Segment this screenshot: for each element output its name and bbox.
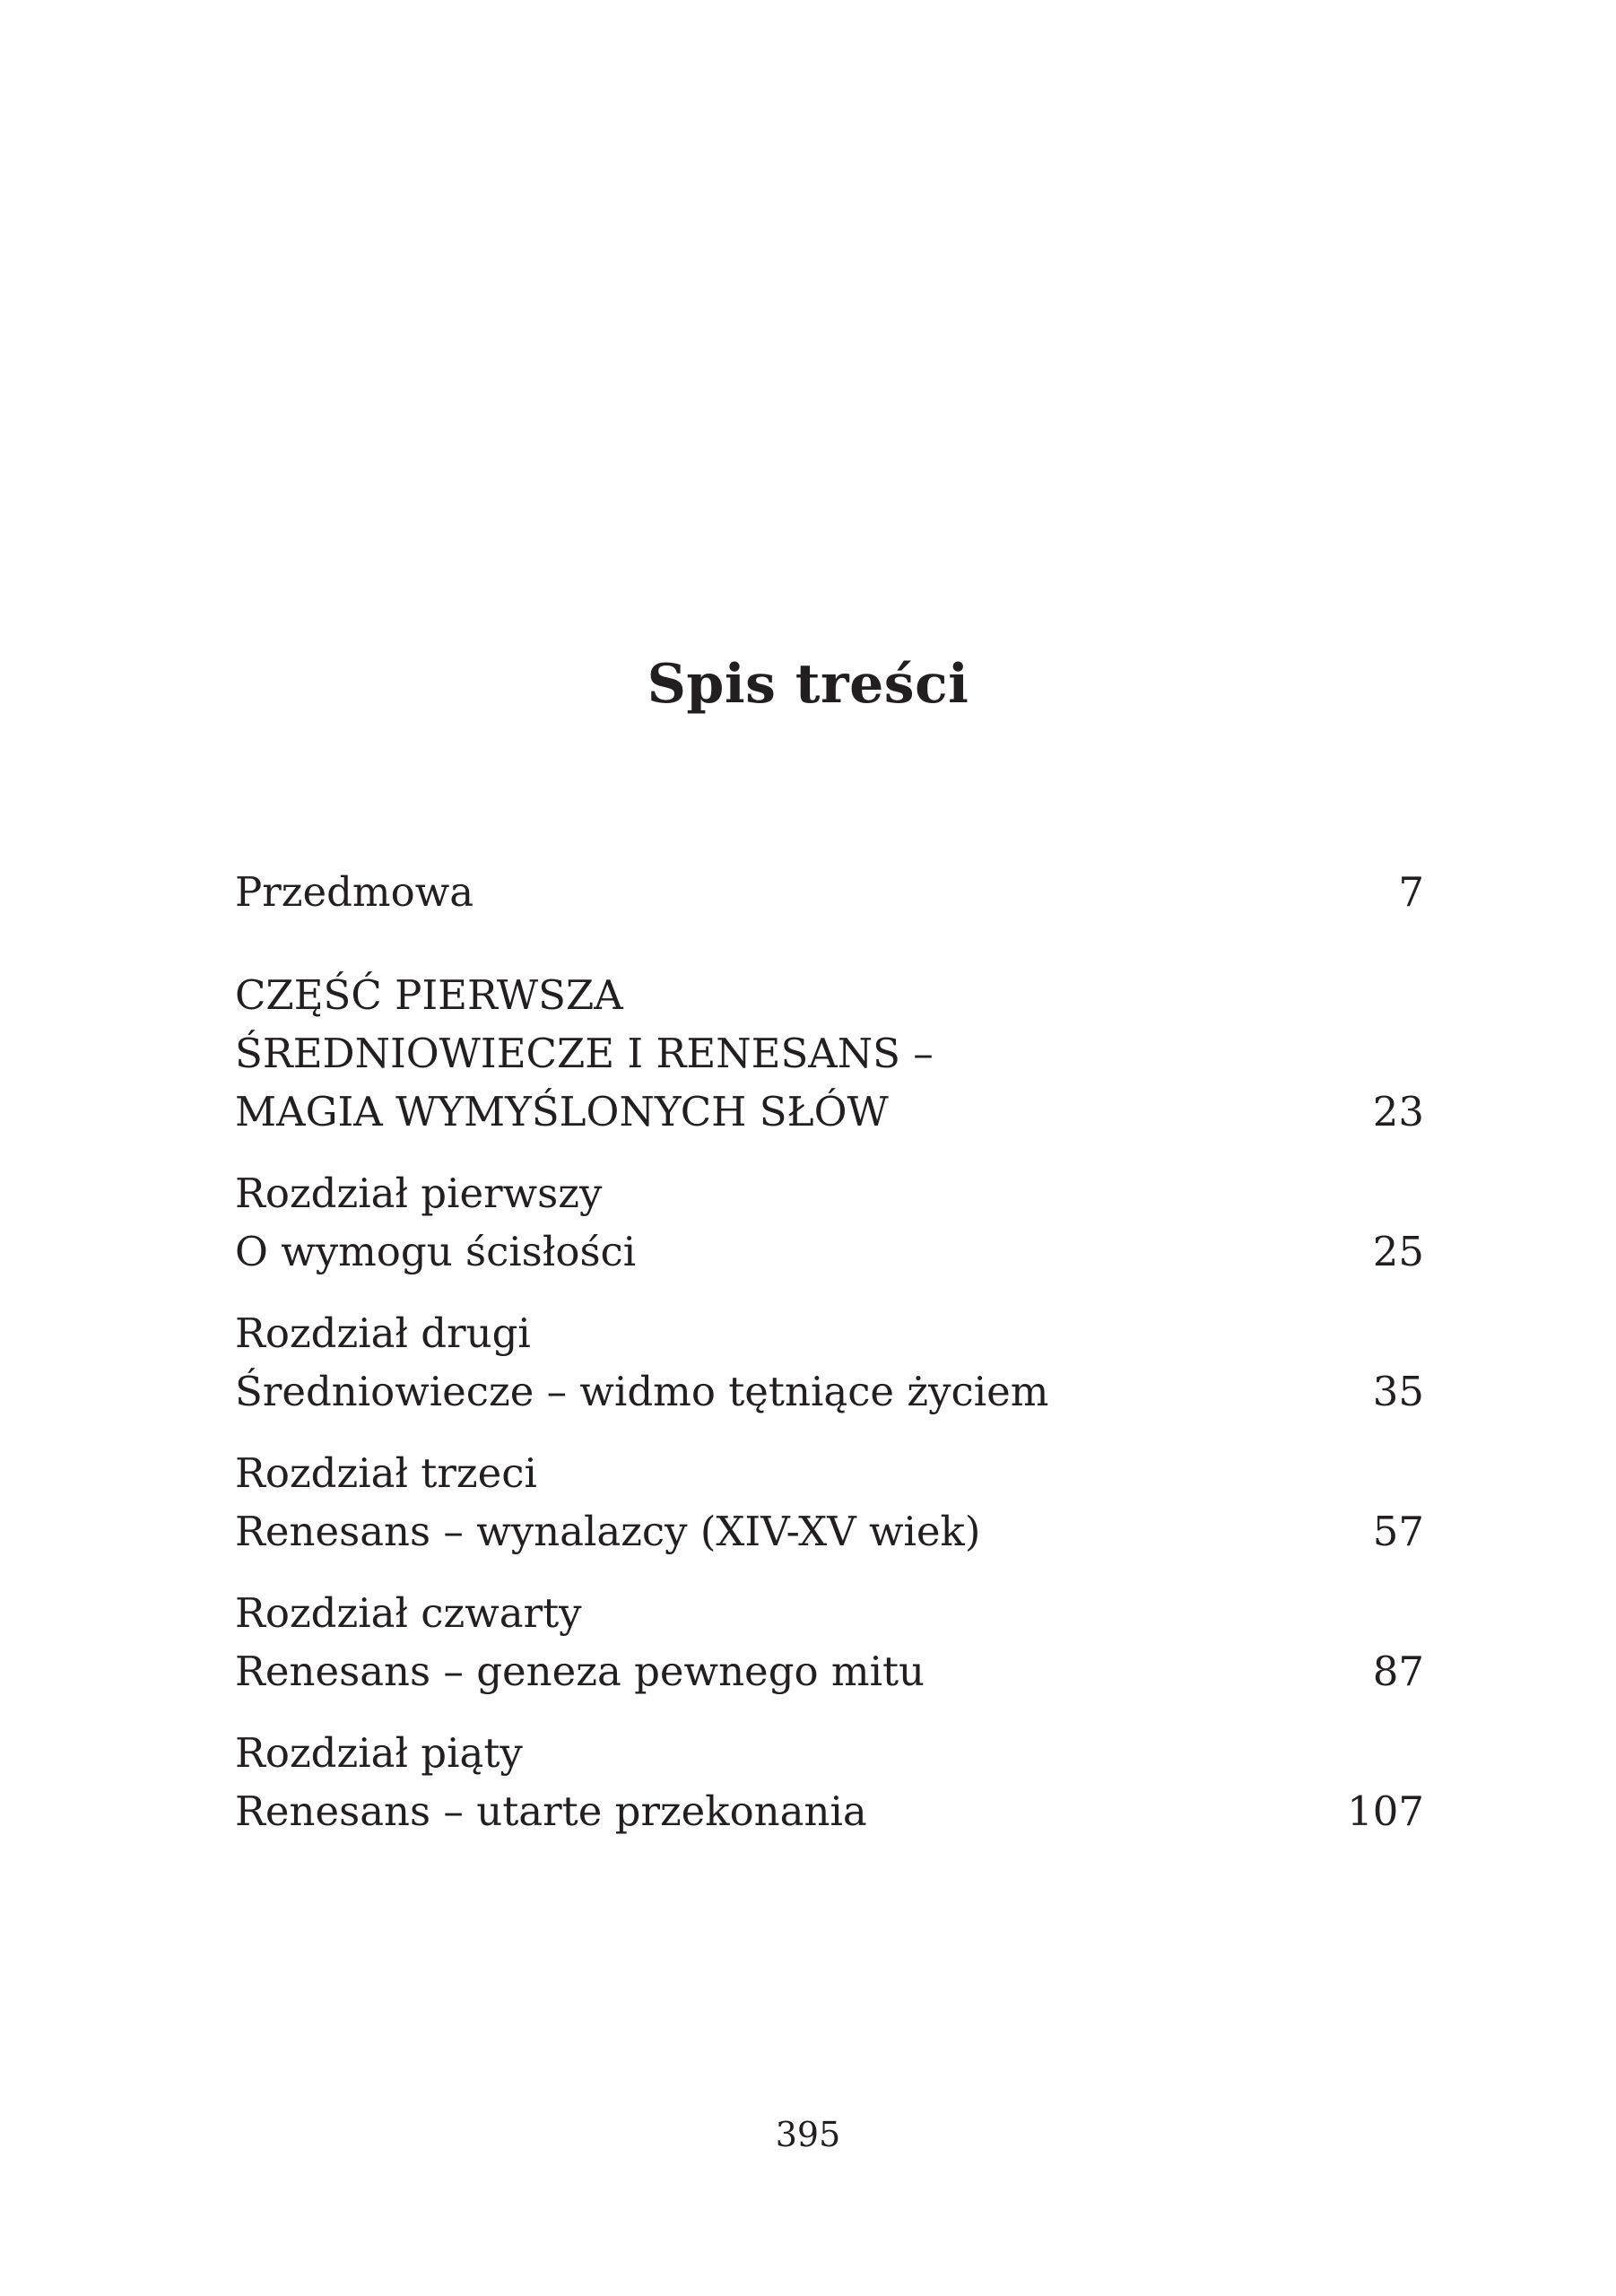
toc-page-number: 7 <box>1398 868 1424 916</box>
toc-entry-chapter-1 <box>235 1164 1424 1281</box>
toc-page-number: 87 <box>1372 1648 1424 1695</box>
toc-entry-chapter-3 <box>235 1444 1424 1561</box>
page-title: Spis treści <box>647 653 969 717</box>
toc-entry-text <box>235 1164 636 1281</box>
toc-entry-text <box>235 1444 980 1561</box>
toc-chapter-label: Rozdział trzeci <box>235 1449 537 1497</box>
toc-chapter-label: Rozdział piąty <box>235 1729 523 1777</box>
toc-chapter-title: Renesans – wynalazcy (XIV-XV wiek) <box>235 1508 981 1555</box>
toc-part-title: ŚREDNIOWIECZE I RENESANS – <box>235 1030 934 1077</box>
toc-page-number: 23 <box>1372 1088 1424 1135</box>
toc-chapter-label: Rozdział czwarty <box>235 1589 582 1637</box>
toc-page-number: 25 <box>1372 1228 1424 1275</box>
toc-page-number: 57 <box>1372 1508 1424 1555</box>
toc-entry-text <box>235 1304 1048 1421</box>
toc-entry-chapter-4 <box>235 1584 1424 1700</box>
toc-entry-text <box>235 863 474 921</box>
toc-chapter-label: Rozdział drugi <box>235 1309 531 1357</box>
toc-chapter-title: Renesans – utarte przekonania <box>235 1787 867 1835</box>
table-of-contents <box>235 863 1424 1840</box>
toc-entry-part-one <box>235 966 1424 1141</box>
toc-entry-chapter-2 <box>235 1304 1424 1421</box>
toc-entry-text <box>235 966 934 1141</box>
toc-part-label: CZĘŚĆ PIERWSZA <box>235 971 623 1019</box>
toc-part-subtitle: MAGIA WYMYŚLONYCH SŁÓW <box>235 1088 889 1135</box>
toc-entry-text <box>235 1724 867 1840</box>
toc-chapter-title: Średniowiecze – widmo tętniące życiem <box>235 1368 1049 1415</box>
toc-page-number: 107 <box>1347 1787 1424 1835</box>
toc-entry-title: Przedmowa <box>235 868 474 916</box>
toc-entry-text <box>235 1584 925 1700</box>
toc-page-number: 35 <box>1372 1368 1424 1415</box>
toc-chapter-title: O wymogu ścisłości <box>235 1228 637 1275</box>
toc-entry-preface <box>235 863 1424 921</box>
page-number-footer: 395 <box>775 2115 841 2154</box>
toc-chapter-title: Renesans – geneza pewnego mitu <box>235 1648 925 1695</box>
toc-entry-chapter-5 <box>235 1724 1424 1840</box>
toc-chapter-label: Rozdział pierwszy <box>235 1170 603 1217</box>
